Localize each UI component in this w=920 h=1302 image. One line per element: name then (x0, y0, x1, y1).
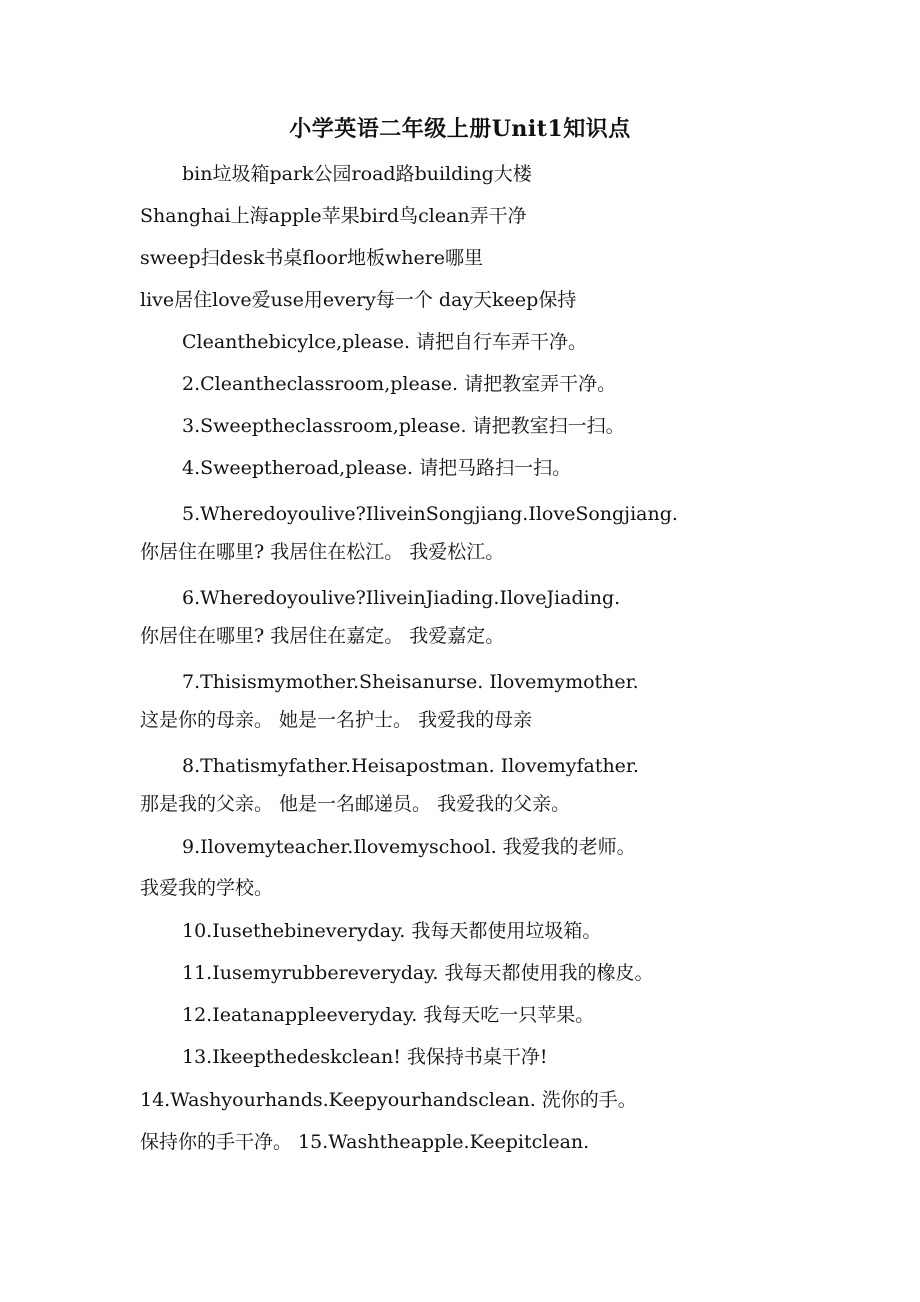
vocab-line-3: sweep扫desk书桌floor地板where哪里 (140, 247, 484, 269)
sentence-5-chinese: 你居住在哪里? 我居住在松江。 我爱松江。 (140, 541, 505, 563)
vocab-line-2: Shanghai上海apple苹果bird鸟clean弄干净 (140, 205, 527, 227)
sentence-4: 4.Sweeptheroad,please. 请把马路扫一扫。 (182, 457, 572, 479)
sentence-14-15: 保持你的手干净。 15.Washtheapple.Keepitclean. (140, 1131, 590, 1153)
sentence-6-chinese: 你居住在哪里? 我居住在嘉定。 我爱嘉定。 (140, 625, 505, 647)
sentence-7-chinese: 这是你的母亲。 她是一名护士。 我爱我的母亲 (140, 709, 533, 731)
sentence-9: 9.Ilovemyteacher.Ilovemyschool. 我爱我的老师。 (182, 836, 636, 858)
sentence-1: Cleanthebicylce,please. 请把自行车弄干净。 (182, 331, 588, 353)
sentence-13: 13.Ikeepthedeskclean! 我保持书桌干净! (182, 1046, 548, 1068)
sentence-14: 14.Washyourhands.Keepyourhandsclean. 洗你的手。 (140, 1089, 637, 1111)
sentence-3: 3.Sweeptheclassroom,please. 请把教室扫一扫。 (182, 415, 625, 437)
sentence-2: 2.Cleantheclassroom,please. 请把教室弄干净。 (182, 373, 617, 395)
vocab-line-1: bin垃圾箱park公园road路building大楼 (182, 163, 532, 185)
sentence-7-english: 7.Thisismymother.Sheisanurse. Ilovemymother. (182, 671, 639, 693)
sentence-8-chinese: 那是我的父亲。 他是一名邮递员。 我爱我的父亲。 (140, 793, 571, 815)
sentence-10: 10.Iusethebineveryday. 我每天都使用垃圾箱。 (182, 920, 602, 942)
sentence-6-english: 6.Wheredoyoulive?IliveinJiading.IloveJiading. (182, 587, 621, 609)
sentence-5-english: 5.Wheredoyoulive?IliveinSongjiang.IloveSongjiang. (182, 503, 678, 525)
sentence-11: 11.Iusemyrubbereveryday. 我每天都使用我的橡皮。 (182, 962, 654, 984)
sentence-8-english: 8.Thatismyfather.Heisapostman. Ilovemyfather. (182, 755, 639, 777)
sentence-12: 12.Ieatanappleeveryday. 我每天吃一只苹果。 (182, 1004, 595, 1026)
document-title: 小学英语二年级上册Unit1知识点 (289, 116, 631, 142)
vocab-line-4: live居住love爱use用every每一个 day天keep保持 (140, 289, 577, 311)
sentence-9-continued: 我爱我的学校。 (140, 877, 274, 899)
